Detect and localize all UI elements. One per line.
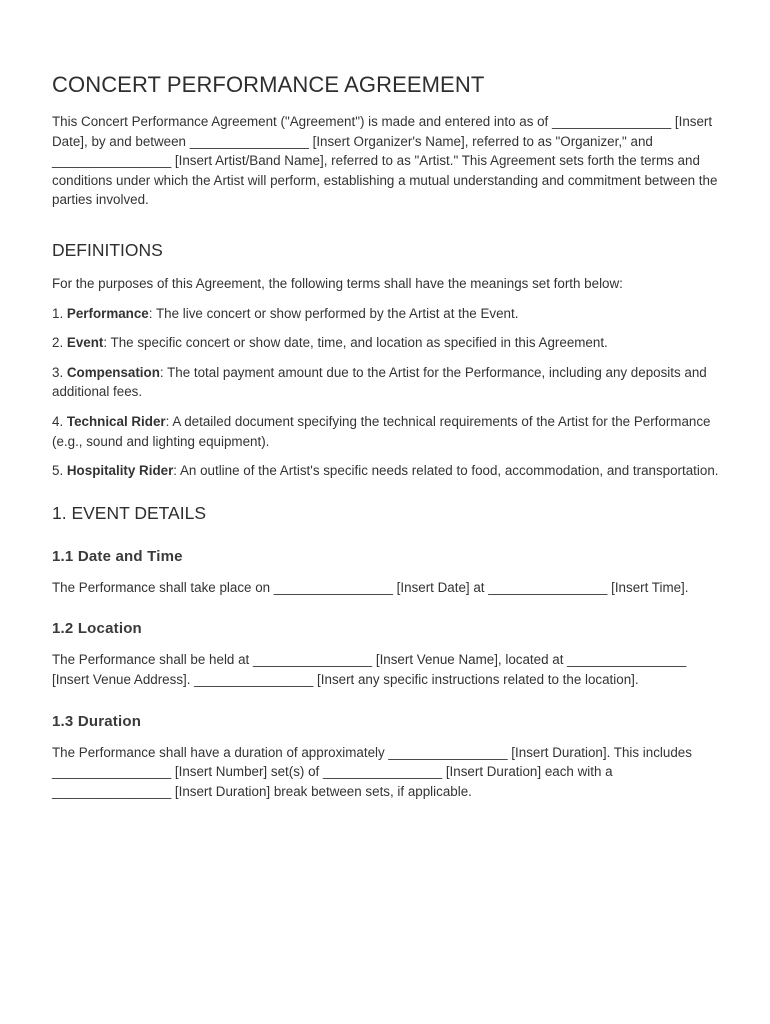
location-heading: 1.2 Location xyxy=(52,620,142,638)
definition-text: : The live concert or show performed by the Artist at the Event. xyxy=(148,305,519,321)
definition-term: Performance xyxy=(66,305,149,321)
definition-number: 5. xyxy=(52,463,67,479)
definition-number: 4. xyxy=(52,413,67,429)
definition-item xyxy=(52,363,724,402)
definition-term: Compensation xyxy=(66,364,160,380)
document-page xyxy=(52,70,724,823)
definition-term: Hospitality Rider xyxy=(66,463,174,479)
definition-term: Event xyxy=(66,335,104,351)
date-time-heading: 1.1 Date and Time xyxy=(52,547,183,565)
duration-heading: 1.3 Duration xyxy=(52,712,142,730)
definition-item xyxy=(52,412,724,451)
definition-text: : A detailed document specifying the technical requirements of the Artist for the Performance (e.g., sound and lighting equipment). xyxy=(52,413,711,449)
definition-text: : The specific concert or show date, time, and location as specified in this Agreement. xyxy=(103,335,608,351)
intro-paragraph: This Concert Performance Agreement ("Agreement") is made and entered into as of ________________ [Insert Date], by and between ________________ [Insert Organizer's Name], referred to as "Organizer," and ________________ [Insert Artist/Band Name], referred to as "Artist." This Agreement sets forth the terms and conditions under which the Artist will perform, establishing a mutual understanding and commitment between the parties involved. xyxy=(52,114,718,208)
date-time-paragraph: The Performance shall take place on ________________ [Insert Date] at ________________ [Insert Time]. xyxy=(52,579,689,595)
definition-item xyxy=(52,333,724,353)
definitions-heading: DEFINITIONS xyxy=(52,239,163,260)
definition-item xyxy=(52,461,724,481)
definition-number: 2. xyxy=(52,335,67,351)
definition-text: : The total payment amount due to the Artist for the Performance, including any deposits and additional fees. xyxy=(52,364,707,400)
definition-term: Technical Rider xyxy=(66,413,166,429)
definition-text: : An outline of the Artist's specific needs related to food, accommodation, and transportation. xyxy=(173,463,719,479)
definition-number: 3. xyxy=(52,364,67,380)
document-title: CONCERT PERFORMANCE AGREEMENT xyxy=(52,72,485,97)
definitions-lead: For the purposes of this Agreement, the following terms shall have the meanings set forth below: xyxy=(52,275,623,291)
event-details-heading: 1. EVENT DETAILS xyxy=(52,502,206,523)
location-paragraph: The Performance shall be held at ________________ [Insert Venue Name], located at ________________ [Insert Venue Address]. ________________ [Insert any specific instructions related to the location]. xyxy=(52,652,687,687)
definition-item xyxy=(52,304,724,324)
duration-paragraph: The Performance shall have a duration of approximately ________________ [Insert Duration]. This includes ________________ [Insert Number] set(s) of ________________ [Insert Duration] each with a ________________ [Insert Duration] break between sets, if applicable. xyxy=(52,744,692,799)
definition-number: 1. xyxy=(52,305,67,321)
